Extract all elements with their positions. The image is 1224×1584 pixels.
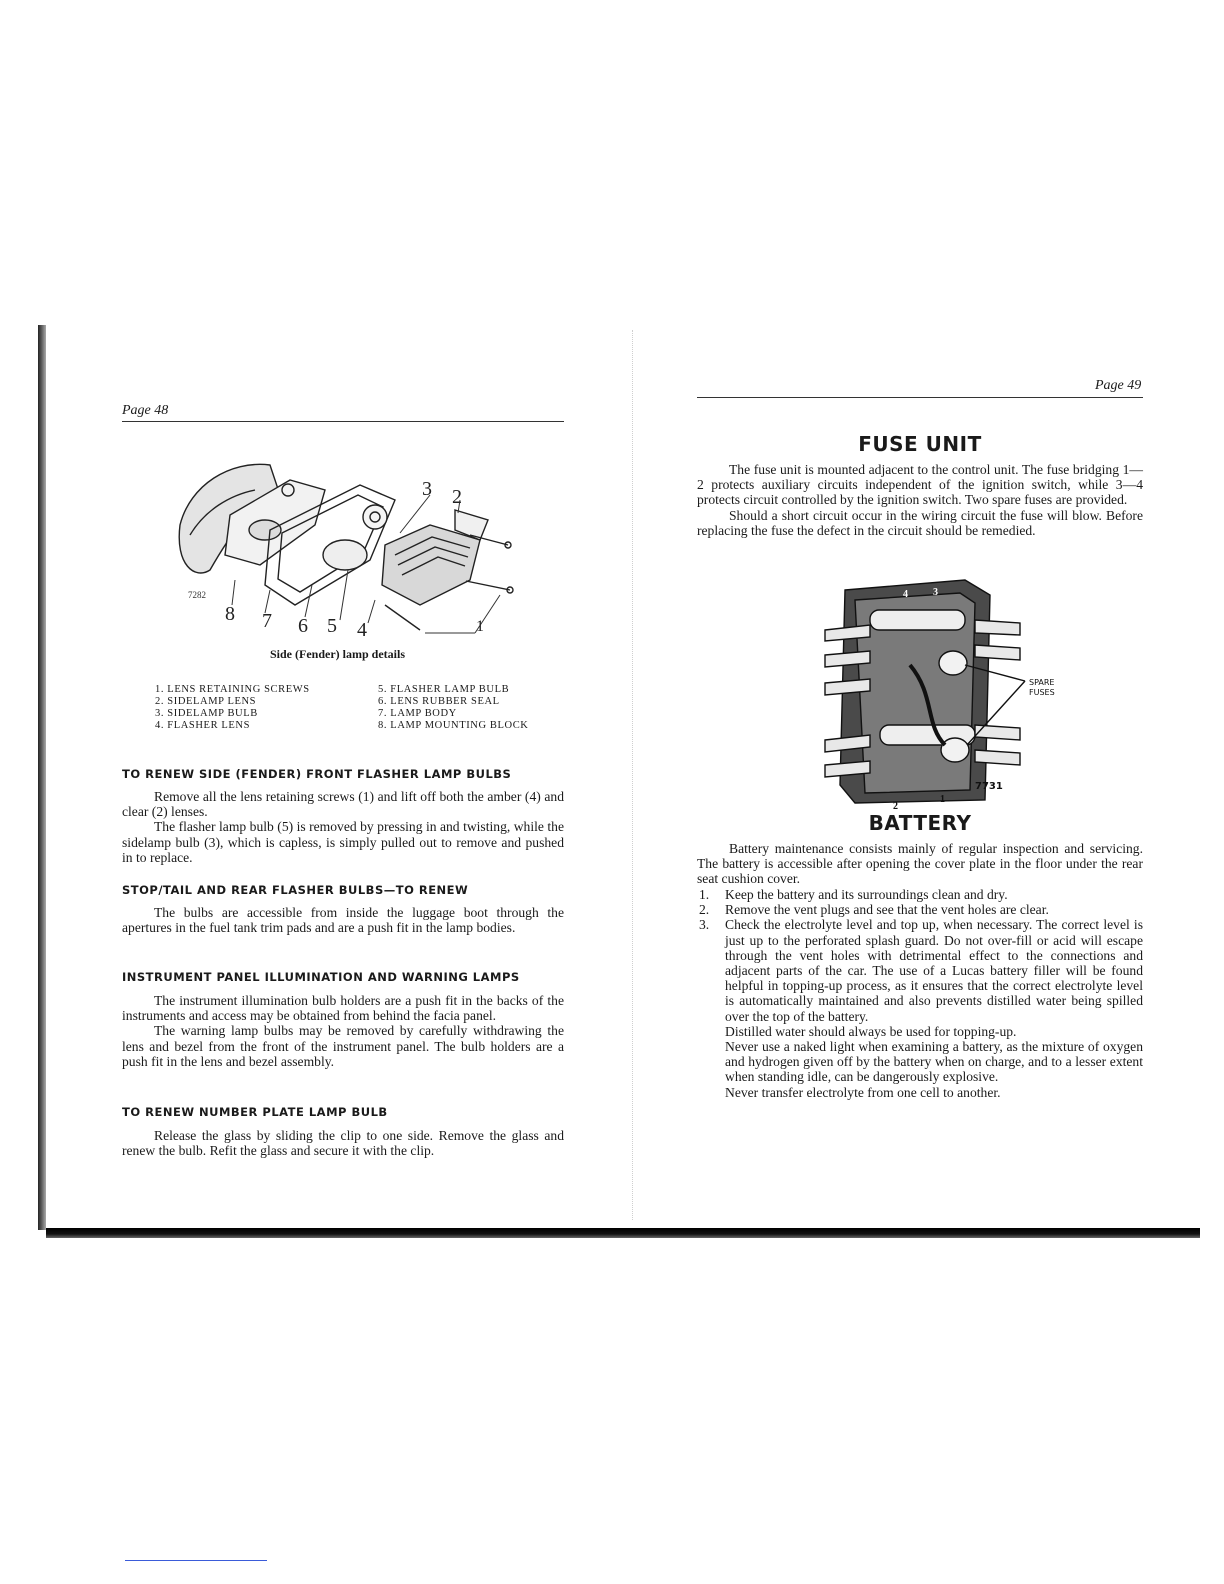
paragraph: Battery maintenance consists mainly of regular inspection and servicing. The battery is accessible after opening the cover plate in the floor under the rear seat cushion cover. bbox=[697, 841, 1143, 887]
step-text: Remove the vent plugs and see that the vent holes are clear. bbox=[725, 902, 1049, 918]
callout-2: 2 bbox=[452, 486, 462, 508]
paragraph: The bulbs are accessible from inside the luggage boot through the apertures in the fuel tank trim pads and are a push fit in the lamp bodies. bbox=[122, 905, 564, 936]
battery-note: Never use a naked light when examining a battery, as the mixture of oxygen and hydrogen given off by the battery when on charge, and to a lesser extent when standing idle, can be dangerously explosive. bbox=[725, 1039, 1143, 1085]
spare-label: SPARE bbox=[1029, 678, 1055, 687]
fuse-unit-illustration bbox=[815, 575, 1075, 810]
callout-3: 3 bbox=[422, 478, 432, 500]
callout-5: 5 bbox=[327, 615, 337, 637]
fuse-unit-heading: FUSE UNIT bbox=[858, 432, 982, 456]
legend-item: 4. FLASHER LENS bbox=[155, 720, 251, 731]
section-body-flasher-bulbs bbox=[122, 789, 564, 865]
step-text: Keep the battery and its surroundings clean and dry. bbox=[725, 887, 1008, 902]
figure-ref-left: 7282 bbox=[188, 590, 206, 600]
legend-column-2 bbox=[378, 684, 578, 732]
paragraph: The fuse unit is mounted adjacent to the control unit. The fuse bridging 1—2 protects auxiliary circuits independent of the ignition switch, while 3—4 protects circuit controlled by the ignition switch. Two spare fuses are provided. bbox=[697, 462, 1143, 508]
section-heading-stop-tail: STOP/TAIL AND REAR FLASHER BULBS—TO RENEW bbox=[122, 883, 469, 897]
callout-7: 7 bbox=[262, 610, 272, 632]
header-rule-left bbox=[122, 421, 564, 422]
side-lamp-illustration bbox=[170, 455, 520, 645]
fuse-terminal-1: 1 bbox=[940, 794, 945, 805]
fuse-unit-body bbox=[697, 462, 1143, 538]
paragraph: Should a short circuit occur in the wiring circuit the fuse will blow. Before replacing the fuse the defect in the circuit should be remedied. bbox=[697, 507, 1143, 538]
step-number: 3. bbox=[699, 917, 710, 933]
section-body-number-plate bbox=[122, 1128, 564, 1158]
paragraph: The flasher lamp bulb (5) is removed by pressing in and twisting, while the sidelamp bulb (3), which is capless, is simply pulled out to remove and pushed in to replace. bbox=[122, 819, 564, 865]
legend-item: 5. FLASHER LAMP BULB bbox=[378, 684, 510, 695]
figure-ref-right: 7731 bbox=[975, 781, 1003, 792]
legend-item: 3. SIDELAMP BULB bbox=[155, 708, 258, 719]
book-binding-edge bbox=[38, 325, 46, 1230]
legend-item: 7. LAMP BODY bbox=[378, 708, 457, 719]
battery-heading: BATTERY bbox=[868, 811, 972, 835]
header-rule-right bbox=[697, 397, 1143, 398]
paragraph: Release the glass by sliding the clip to one side. Remove the glass and renew the bulb. Refit the glass and secure it with the clip. bbox=[122, 1128, 564, 1159]
book-bottom-edge bbox=[46, 1228, 1200, 1238]
legend-item: 1. LENS RETAINING SCREWS bbox=[155, 684, 310, 695]
page-number-left: Page 48 bbox=[122, 403, 169, 418]
fuse-terminal-3: 3 bbox=[933, 587, 938, 598]
paragraph: Remove all the lens retaining screws (1) and lift off both the amber (4) and clear (2) lenses. bbox=[122, 789, 564, 820]
legend-item: 6. LENS RUBBER SEAL bbox=[378, 696, 500, 707]
list-item bbox=[697, 917, 1143, 1023]
fuses-label: FUSES bbox=[1029, 688, 1055, 697]
bottom-underline bbox=[125, 1560, 267, 1561]
section-heading-number-plate: TO RENEW NUMBER PLATE LAMP BULB bbox=[122, 1105, 388, 1119]
page-gutter bbox=[632, 330, 634, 1220]
battery-note: Distilled water should always be used for topping-up. bbox=[725, 1023, 1017, 1039]
callout-6: 6 bbox=[298, 615, 308, 637]
battery-note: Never transfer electrolyte from one cell to another. bbox=[725, 1084, 1001, 1100]
fuse-terminal-2: 2 bbox=[893, 801, 898, 810]
battery-steps bbox=[697, 887, 1143, 1100]
section-body-instrument-panel bbox=[122, 993, 564, 1069]
legend-item: 2. SIDELAMP LENS bbox=[155, 696, 257, 707]
page-number-right: Page 49 bbox=[1095, 378, 1142, 393]
legend-column-1 bbox=[155, 684, 375, 732]
list-item bbox=[697, 902, 1143, 917]
callout-8: 8 bbox=[225, 603, 235, 625]
step-number: 2. bbox=[699, 902, 710, 918]
step-text: Check the electrolyte level and top up, when necessary. The correct level is just up to the perforated splash guard. Do not over-fill or acid will escape through the vent holes with detrimental effect to the connections and adjacent parts of the car. The use of a Lucas battery filler will be found helpful in topping-up process, as it ensures that the correct electrolyte level is automatically maintained and also prevents distilled water being spilled over the top of the battery. bbox=[725, 917, 1143, 1024]
section-heading-instrument-panel: INSTRUMENT PANEL ILLUMINATION AND WARNING LAMPS bbox=[122, 970, 520, 984]
legend-item: 8. LAMP MOUNTING BLOCK bbox=[378, 720, 529, 731]
callout-1: 1 bbox=[476, 618, 484, 635]
paragraph: The warning lamp bulbs may be removed by carefully withdrawing the lens and bezel from the front of the instrument panel. The bulb holders are a push fit in the lens and bezel assembly. bbox=[122, 1023, 564, 1069]
figure-caption-left: Side (Fender) lamp details bbox=[270, 647, 405, 661]
step-number: 1. bbox=[699, 887, 710, 902]
list-item bbox=[697, 887, 1143, 902]
fuse-terminal-4: 4 bbox=[903, 589, 908, 600]
section-heading-flasher-bulbs: TO RENEW SIDE (FENDER) FRONT FLASHER LAMP BULBS bbox=[122, 767, 512, 781]
callout-4: 4 bbox=[357, 619, 367, 641]
battery-intro bbox=[697, 841, 1143, 887]
section-body-stop-tail bbox=[122, 905, 564, 935]
paragraph: The instrument illumination bulb holders are a push fit in the backs of the instruments and access may be obtained from behind the facia panel. bbox=[122, 993, 564, 1024]
